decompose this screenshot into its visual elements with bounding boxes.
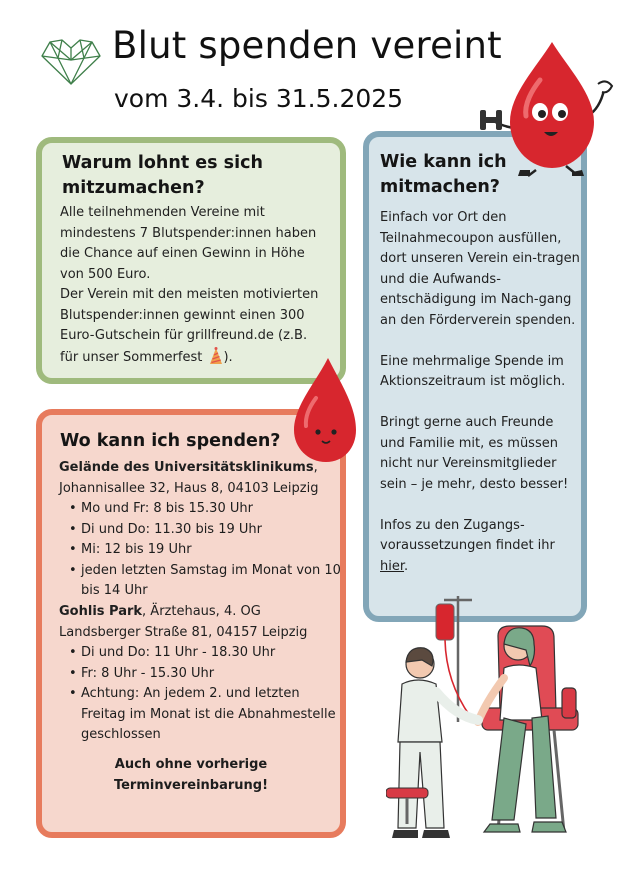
location-address: Johannisallee 32, Haus 8, 04103 Leipzig [59, 480, 319, 496]
location-name: Gohlis Park [59, 604, 143, 619]
blood-drop-mascot-icon [476, 38, 618, 178]
small-blood-drop-icon [290, 356, 358, 464]
how-heading: Wie kann ich mitmachen? [380, 152, 507, 197]
list-item: • Mo und Fr: 8 bis 15.30 Uhr [81, 499, 344, 520]
why-text: Alle teilnehmenden Vereine mit mindestens 7 Blutspender:innen haben die Chance auf einen Gewinn in Höhe von 500 Euro. Der Verein mit den meisten motivierten Blutspender:innen gewinnt einen 300 Euro-Gutschein für grillfreund.de (z.B. für unser Sommerfest ). [60, 205, 319, 365]
opening-hours-list [59, 499, 344, 602]
location-address: Landsberger Straße 81, 04157 Leipzig [59, 624, 308, 640]
page-subtitle: vom 3.4. bis 31.5.2025 [114, 84, 404, 113]
page-title: Blut spenden vereint [112, 24, 502, 67]
how-text: Einfach vor Ort den Teilnahmecoupon ausfüllen, dort unseren Verein ein-tragen und die Aufwands-entschädigung im Nach-gang an den Förderverein spenden. Eine mehrmalige Spende im Aktionszeitraum ist möglich. Bringt gerne auch Freunde und Familie mit, es müssen nicht nur Vereinsmitglieder sein – je mehr, desto besser! Infos zu den Zugangs-voraussetzungen findet ihr hier. [380, 210, 580, 574]
requirements-link[interactable]: hier [380, 558, 405, 574]
party-hat-icon [209, 347, 223, 365]
how-participate-box [363, 131, 587, 622]
list-item: • Fr: 8 Uhr - 15.30 Uhr [81, 664, 344, 685]
list-item: • Di und Do: 11.30 bis 19 Uhr [81, 520, 344, 541]
where-donate-box [36, 409, 346, 838]
why-participate-box [36, 137, 346, 384]
list-item: • Achtung: An jedem 2. und letzten Freitag im Monat ist die Abnahmestelle geschlossen [81, 684, 344, 746]
list-item: • Di und Do: 11 Uhr - 18.30 Uhr [81, 643, 344, 664]
why-heading: Warum lohnt es sich mitzumachen? [62, 153, 263, 198]
opening-hours-list [59, 643, 344, 746]
list-item: • jeden letzten Samstag im Monat von 10 bis 14 Uhr [81, 561, 344, 602]
where-heading: Wo kann ich spenden? [60, 431, 281, 451]
no-appointment-note: Auch ohne vorherige Terminvereinbarung! [113, 757, 269, 793]
heart-logo-icon [38, 36, 104, 86]
location-name: Gelände des Universitätsklinikums [59, 460, 314, 475]
blood-donation-illustration [386, 592, 590, 856]
location-gohlis-park: Gohlis Park, Ärztehaus, 4. OG Landsberger Straße 81, 04157 Leipzig • Di und Do: 11 Uhr - 18.30 Uhr • Fr: 8 Uhr - 15.30 Uhr • Achtung: An jedem 2. und letzten Freitag im Monat ist die Abnahmestelle geschlossen [59, 602, 344, 746]
location-university: Gelände des Universitätsklinikums, Johannisallee 32, Haus 8, 04103 Leipzig • Mo und Fr: 8 bis 15.30 Uhr • Di und Do: 11.30 bis 19 Uhr • Mi: 12 bis 19 Uhr • jeden letzten Samstag im Monat von 10 bis 14 Uhr [59, 458, 344, 602]
list-item: • Mi: 12 bis 19 Uhr [81, 540, 344, 561]
